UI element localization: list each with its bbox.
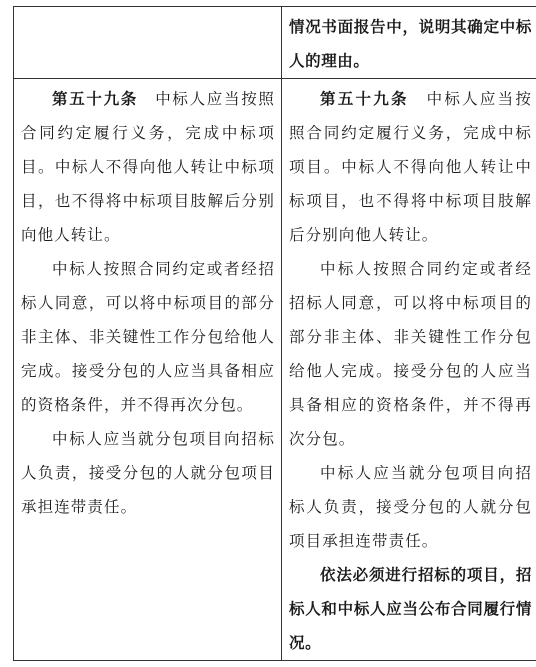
article-paragraph-3: 中标人应当就分包项目向招标人负责，接受分包的人就分包项目承担连带责任。 [21,430,275,516]
top-right-text: 情况书面报告中，说明其确定中标人的理由。 [289,18,532,70]
comparison-table [13,6,536,661]
article-paragraph-2: 中标人按照合同约定或者经招标人同意，可以将中标项目的部分非主体、非关键性工作分包给他人完成。接受分包的人应当具备相应的资格条件，并不得再次分包。 [289,260,532,448]
article-paragraph-2: 中标人按照合同约定或者经招标人同意，可以将中标项目的部分非主体、非关键性工作分包给他人完成。接受分包的人应当具备相应的资格条件，并不得再次分包。 [21,260,275,414]
article-paragraph-3: 中标人应当就分包项目向招标人负责，接受分包的人就分包项目承担连带责任。 [289,464,532,550]
original-text-cell [14,79,282,661]
article-number: 第五十九条 [320,90,409,108]
table-row [14,79,536,661]
top-left-cell [14,7,282,79]
top-right-cell [282,7,536,79]
article-paragraph-1 [289,82,532,252]
article-paragraph-1 [21,82,275,252]
table-row [14,7,536,79]
article-number: 第五十九条 [52,90,138,108]
added-paragraph: 依法必须进行招标的项目，招标人和中标人应当公布合同履行情况。 [289,566,532,652]
paragraph-text: 中标人应当按照合同约定履行义务，完成中标项目。中标人不得向他人转让中标项目，也不得将中标项目肢解后分别向他人转让。 [289,90,532,244]
paragraph-text: 中标人应当按照合同约定履行义务，完成中标项目。中标人不得向他人转让中标项目，也不得将中标项目肢解后分别向他人转让。 [21,90,275,244]
revised-text-cell [282,79,536,661]
